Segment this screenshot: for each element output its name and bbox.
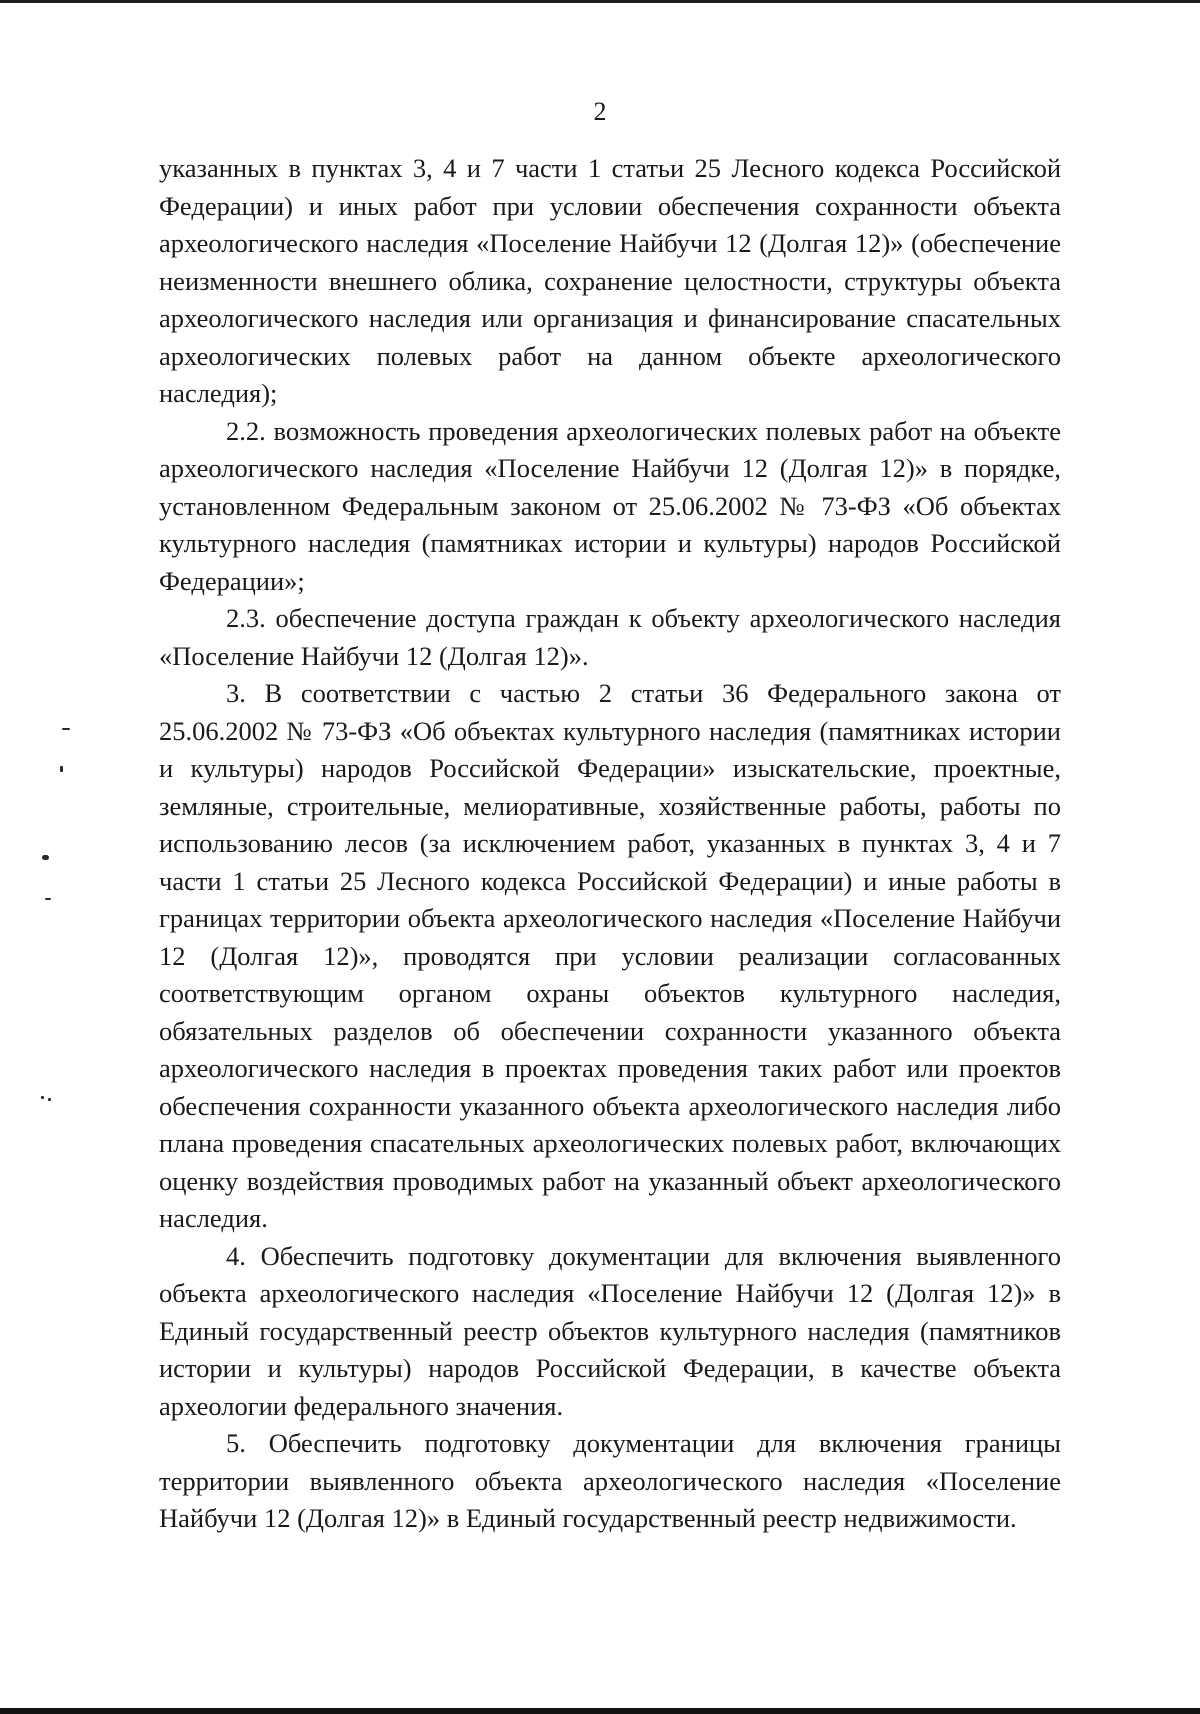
margin-speck: [60, 766, 63, 772]
scan-top-edge: [0, 0, 1200, 3]
page-number: 2: [593, 97, 607, 126]
margin-speck: [41, 1096, 44, 1099]
paragraph-2-3: 2.3. обеспечение доступа граждан к объекту археологического наследия «Поселение Найбучи 12 (Долгая 12)».: [159, 603, 1061, 671]
document-body: [159, 150, 1061, 1538]
margin-speck: [48, 1098, 51, 1101]
paragraph-5: 5. Обеспечить подготовку документации для включения границы территории выявленного объекта археологического наследия «Поселение Найбучи 12 (Долгая 12)» в Единый государственный реестр недвижимости.: [159, 1428, 1061, 1533]
paragraph-2-2: 2.2. возможность проведения археологических полевых работ на объекте археологического наследия «Поселение Найбучи 12 (Долгая 12)» в порядке, установленном Федеральным законом от 25.06.2002 № 73-ФЗ «Об объектах культурного наследия (памятниках истории и культуры) народов Российской Федерации»;: [159, 415, 1061, 596]
margin-speck: [45, 898, 51, 900]
margin-speck: [62, 728, 70, 730]
paragraph-continuation: указанных в пунктах 3, 4 и 7 части 1 статьи 25 Лесного кодекса Российской Федерации) и иных работ при условии обеспечения сохранности объекта археологического наследия «Поселение Найбучи 12 (Долгая 12)» (обеспечение неизменности внешнего облика, сохранение целостности, структуры объекта археологического наследия или организация и финансирование спасательных археологических полевых работ на данном объекте археологического наследия);: [159, 153, 1061, 408]
margin-speck: [42, 855, 49, 860]
paragraph-3: 3. В соответствии с частью 2 статьи 36 Федерального закона от 25.06.2002 № 73-ФЗ «Об объектах культурного наследия (памятниках истории и культуры) народов Российской Федерации» изыскательские, проектные, земляные, строительные, мелиоративные, хозяйственные работы, работы по использованию лесов (за исключением работ, указанных в пунктах 3, 4 и 7 части 1 статьи 25 Лесного кодекса Российской Федерации) и иные работы в границах территории объекта археологического наследия «Поселение Найбучи 12 (Долгая 12)», проводятся при условии реализации согласованных соответствующим органом охраны объектов культурного наследия, обязательных разделов об обеспечении сохранности указанного объекта археологического наследия в проектах проведения таких работ или проектов обеспечения сохранности указанного объекта археологического наследия либо плана проведения спасательных археологических полевых работ, включающих оценку воздействия проводимых работ на указанный объект археологического наследия.: [159, 678, 1061, 1233]
paragraph-4: 4. Обеспечить подготовку документации для включения выявленного объекта археологического наследия «Поселение Найбучи 12 (Долгая 12)» в Единый государственный реестр объектов культурного наследия (памятников истории и культуры) народов Российской Федерации, в качестве объекта археологии федерального значения.: [159, 1240, 1061, 1421]
scan-bottom-edge: [0, 1708, 1200, 1714]
